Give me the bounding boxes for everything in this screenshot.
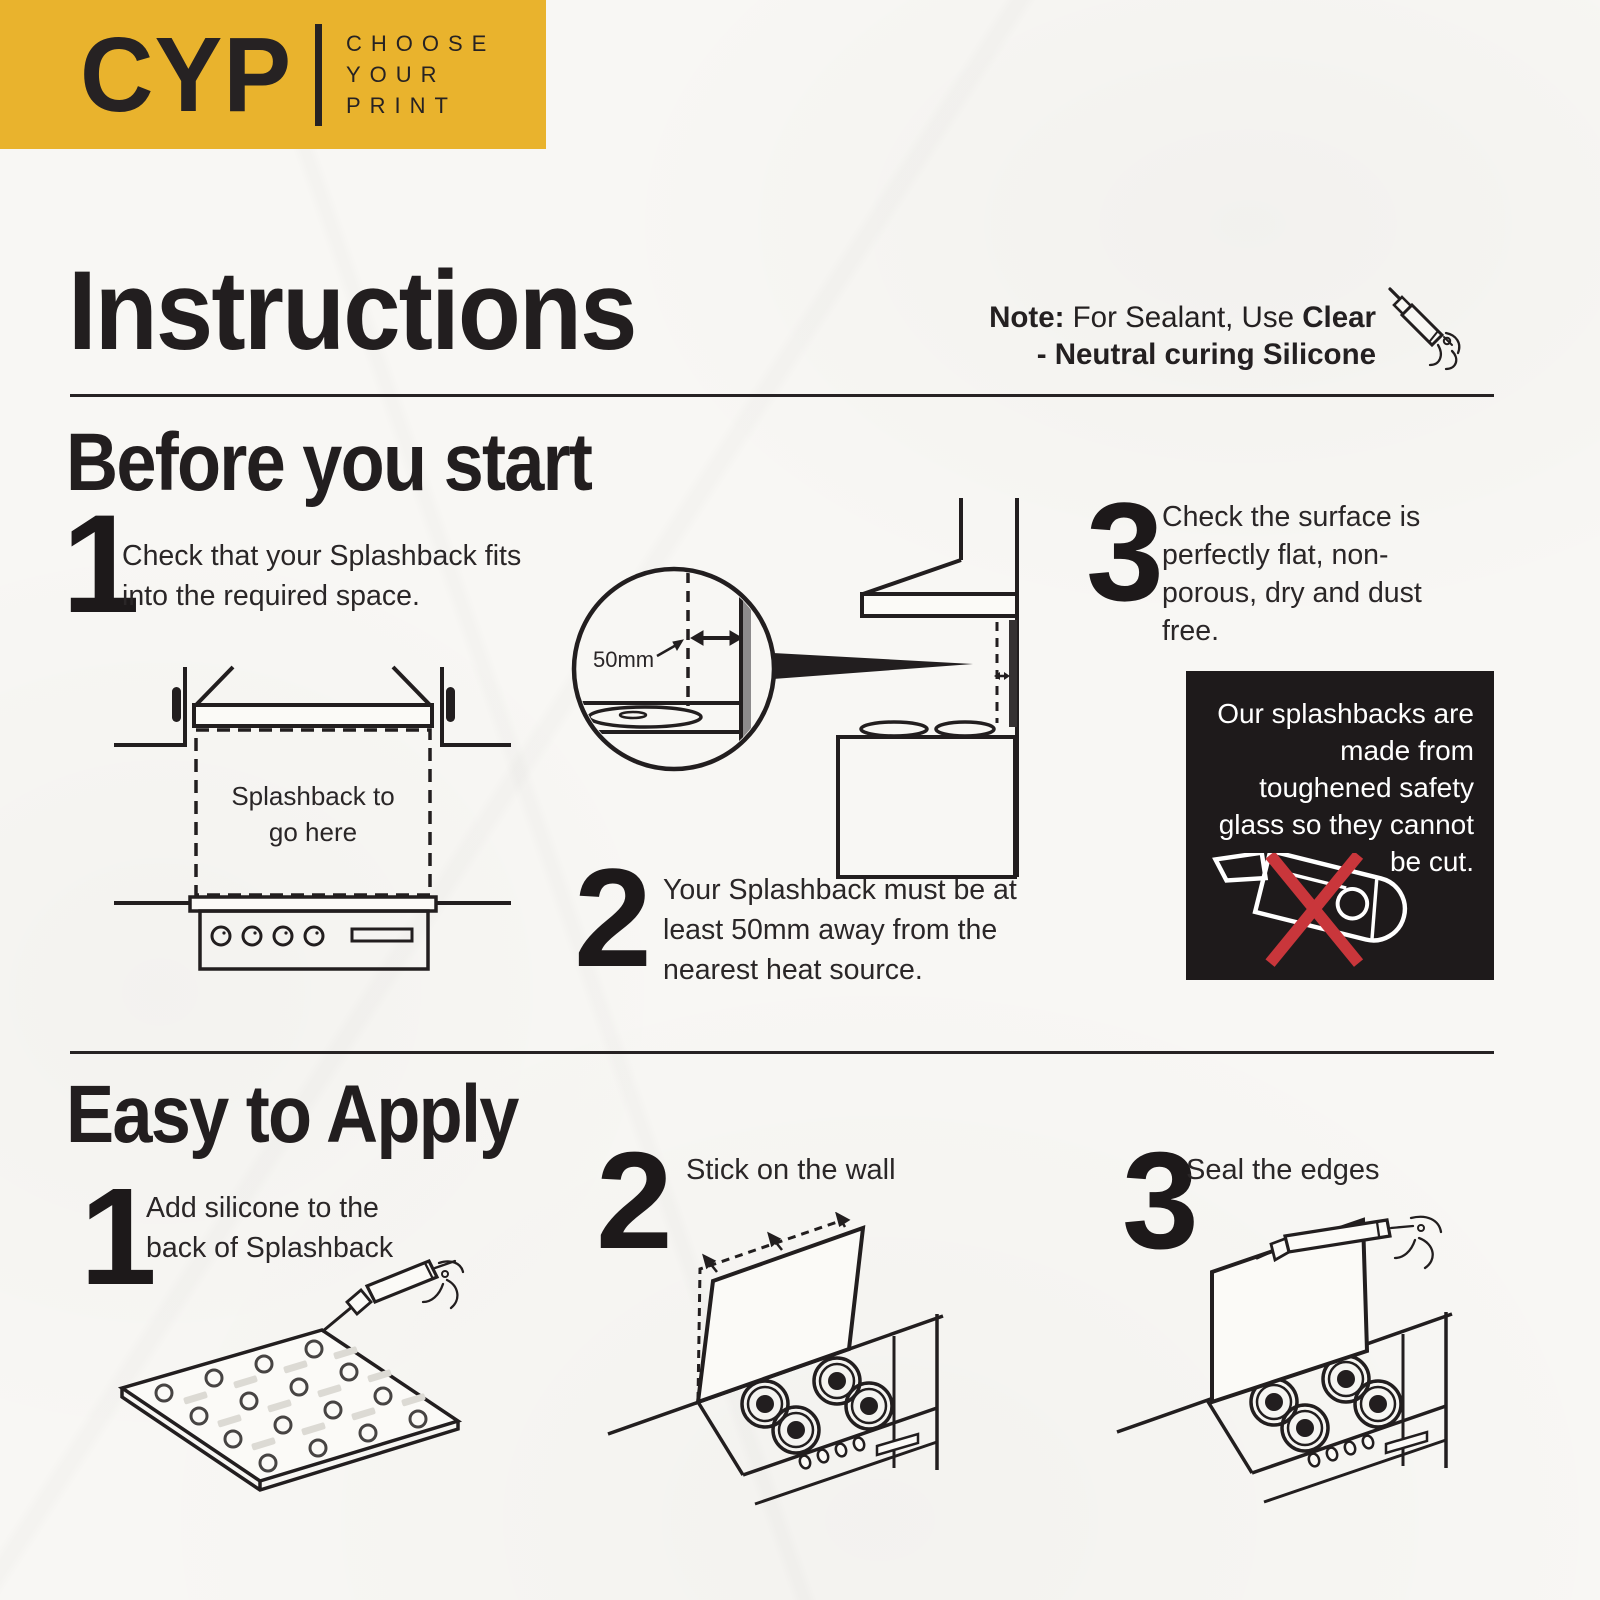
before-step2-number: 2 [574,839,652,996]
tagline-line-3: PRINT [345,93,457,118]
cooker-hood [196,667,430,705]
diagram-stick-wall [600,1212,1070,1512]
tagline-line-2: YOUR [345,62,446,87]
apply-step3-label: Seal the edges [1186,1154,1380,1186]
no-cut-cross [1270,855,1359,963]
splashback-outline [196,730,430,895]
splashback-here-label-1: Splashback to [231,781,395,811]
brand-logo [0,0,546,149]
caulk-gun-icon [1384,281,1476,381]
before-step2-text: Your Splashback must be at least 50mm away from the nearest heat source. [663,874,1017,986]
logo-abbr: CYP [80,15,293,134]
left-cabinet-handle [172,687,181,722]
splashback-side [1009,620,1017,727]
apply-step2-number: 2 [596,1124,673,1278]
warning-text: Our splashbacks are made from toughened safety glass so they cannot be cut. [1217,698,1474,877]
hob-burner [936,722,994,736]
note-line-2 [989,336,1376,373]
section-divider [70,394,1494,397]
note-body: For Sealant, Use [1064,301,1303,334]
before-step1-number: 1 [62,485,140,642]
sealant-note [989,299,1376,373]
measurement-label: 50mm [593,647,655,672]
note-emphasis: Clear [1302,301,1376,334]
utility-knife-icon [1200,853,1462,971]
apply-section-heading: Easy to Apply [66,1069,518,1160]
caulk-gun-icon [323,1261,463,1331]
section-divider [70,1051,1494,1054]
before-step3-text: Check the surface is perfectly flat, non-porous, dry and dust free. [1162,501,1422,647]
logo-tagline [346,28,495,121]
splashback-here-label-2: go here [268,817,358,847]
diagram-seal-edges [1105,1208,1505,1513]
warning-box [1186,671,1494,980]
page-title: Instructions [68,248,636,373]
apply-step1-text: Add silicone to the back of Splashback [146,1192,394,1264]
note-label: Note: [989,301,1065,334]
cooker-body [838,737,1015,877]
diagram-required-space [90,645,570,975]
apply-step1-number: 1 [80,1160,157,1314]
before-step1-text: Check that your Splashback fits into the required space. [122,540,522,612]
diagram-heat-distance [545,470,1065,900]
apply-step2-label: Stick on the wall [686,1154,896,1186]
note-line-1 [989,299,1376,336]
before-section-heading: Before you start [66,417,592,508]
oven-display [352,929,412,941]
hood-elevation [838,498,1017,877]
before-step3-number: 3 [1086,473,1164,630]
hob-burner [861,722,927,736]
zoom-callout-wedge [773,653,973,679]
right-cabinet-handle [446,687,455,722]
tagline-line-1: CHOOSE [345,31,496,56]
logo-divider [315,24,322,126]
diagram-apply-silicone [95,1258,515,1513]
note-line-2-text: - Neutral curing Silicone [1036,338,1376,371]
apply-step3-number: 3 [1122,1124,1199,1278]
